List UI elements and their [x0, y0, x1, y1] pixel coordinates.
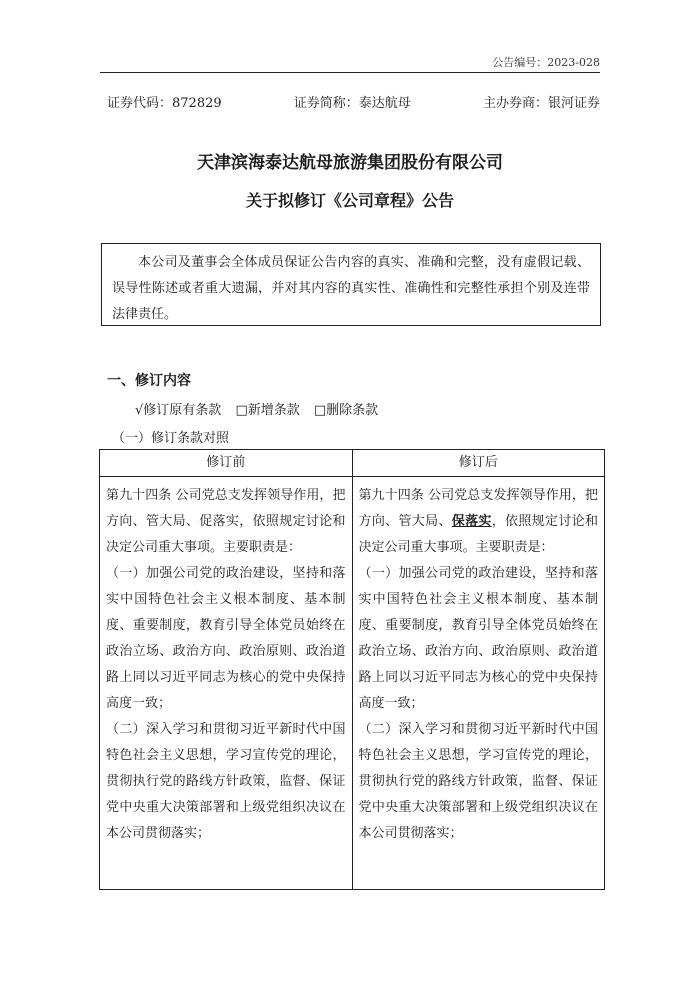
column-header-before: 修订前 [100, 450, 353, 477]
table-header-row [100, 450, 605, 477]
option-delete: □删除条款 [313, 403, 379, 418]
option-modify: √修订原有条款 [135, 403, 222, 418]
after-text: 第九十四条 公司党总支发挥领导作用，把方向、管大局、 [358, 488, 598, 529]
before-paragraph: （一）加强公司党的政治建设，坚持和落实中国特色社会主义根本制度、基本制度、重要制度，教育引导全体党员始终在政治立场、政治方向、政治原则、政治道路上同以习近平同志为核心的党中央保持高度一致； [106, 566, 346, 711]
disclaimer-box: 本公司及董事会全体成员保证公告内容的真实、准确和完整，没有虚假记载、误导性陈述或者重大遗漏，并对其内容的真实性、准确性和完整性承担个别及连带法律责任。 [101, 243, 601, 326]
header-divider [100, 72, 600, 73]
comparison-table [99, 449, 605, 890]
announcement-number: 公告编号：2023-028 [492, 56, 600, 69]
section-heading: 一、修订内容 [107, 373, 191, 389]
after-text: ，依照规定讨论和决定公司重大事项。主要职责是： [358, 514, 598, 555]
column-header-after: 修订后 [352, 450, 605, 477]
before-paragraph: （二）深入学习和贯彻习近平新时代中国特色社会主义思想，学习宣传党的理论，贯彻执行党的路线方针政策，监督、保证党中央重大决策部署和上级党组织决议在本公司贯彻落实； [106, 722, 346, 841]
after-paragraph: （二）深入学习和贯彻习近平新时代中国特色社会主义思想，学习宣传党的理论，贯彻执行党的路线方针政策，监督、保证党中央重大决策部署和上级党组织决议在本公司贯彻落实； [358, 722, 598, 841]
after-paragraph [359, 483, 599, 561]
security-name: 证券简称：泰达航母 [293, 96, 411, 111]
after-cell [352, 477, 605, 890]
security-info-row [107, 92, 600, 111]
before-paragraph: 第九十四条 公司党总支发挥领导作用，把方向、管大局、促落实，依照规定讨论和决定公司重大事项。主要职责是： [106, 488, 346, 555]
subsection-heading: （一）修订条款对照 [112, 431, 230, 446]
company-title: 天津滨海泰达航母旅游集团股份有限公司 [197, 153, 503, 173]
before-cell [100, 477, 353, 890]
after-paragraph: （一）加强公司党的政治建设，坚持和落实中国特色社会主义根本制度、基本制度、重要制度，教育引导全体党员始终在政治立场、政治方向、政治原则、政治道路上同以习近平同志为核心的党中央保持高度一致； [358, 566, 598, 711]
security-code: 证券代码：872829 [107, 96, 222, 111]
table-row [100, 477, 605, 890]
changed-text: 保落实 [451, 514, 492, 529]
announcement-subject: 关于拟修订《公司章程》公告 [245, 191, 454, 210]
sponsor-broker: 主办券商：银河证券 [482, 96, 600, 111]
revision-options [135, 399, 388, 418]
option-add: □新增条款 [235, 403, 300, 418]
